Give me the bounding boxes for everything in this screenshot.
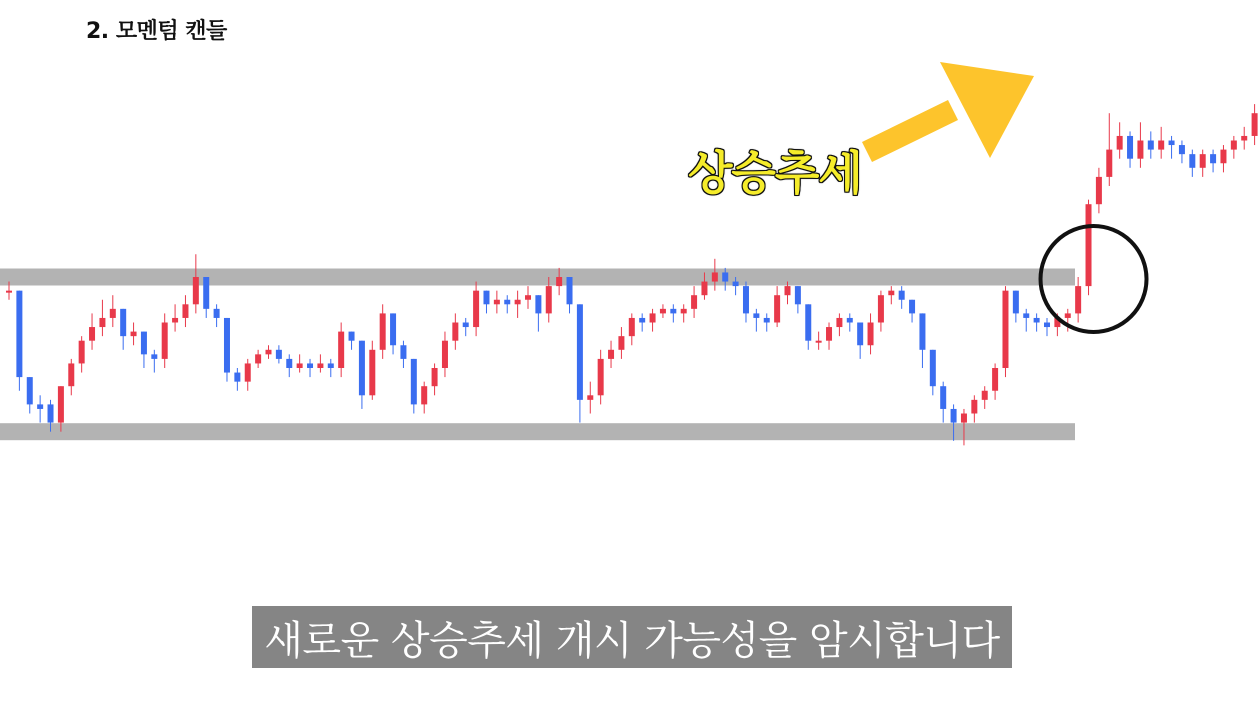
candle-body — [151, 354, 157, 359]
candle-body — [567, 277, 573, 304]
candle-body — [390, 313, 396, 345]
candle — [151, 350, 157, 373]
candle-body — [1169, 141, 1175, 146]
candle-body — [494, 300, 500, 305]
candle — [629, 313, 635, 345]
candle-body — [328, 363, 334, 368]
candle-body — [1065, 313, 1071, 318]
candle-body — [909, 300, 915, 314]
candle-body — [1044, 323, 1050, 328]
candle-body — [650, 313, 656, 322]
candle-body — [971, 400, 977, 414]
candle — [1189, 150, 1195, 177]
candle — [1169, 136, 1175, 159]
candle — [1158, 127, 1164, 159]
candle — [868, 313, 874, 354]
candle — [255, 350, 261, 368]
candle-body — [753, 313, 759, 318]
candle — [214, 304, 220, 327]
candle — [670, 304, 676, 322]
candle-body — [338, 332, 344, 368]
candle — [68, 359, 74, 395]
candle-body — [888, 291, 894, 296]
candle-body — [483, 291, 489, 305]
candle — [1096, 168, 1102, 214]
candle-body — [400, 345, 406, 359]
candle-body — [359, 341, 365, 396]
candle — [826, 323, 832, 350]
candle — [1117, 122, 1123, 158]
candle — [16, 291, 22, 391]
candle — [276, 345, 282, 363]
candle — [463, 318, 469, 336]
candle — [525, 286, 531, 309]
candle-body — [110, 309, 116, 318]
candle — [110, 295, 116, 327]
candle-body — [1189, 154, 1195, 168]
candle-body — [556, 277, 562, 286]
candle-body — [951, 409, 957, 423]
candle — [743, 282, 749, 323]
candle — [992, 363, 998, 399]
candle — [847, 313, 853, 331]
candle-body — [816, 341, 822, 343]
candle-body — [286, 359, 292, 368]
candle-body — [785, 286, 791, 295]
candle — [473, 282, 479, 337]
candle-body — [504, 300, 510, 305]
candle — [888, 286, 894, 304]
candle — [504, 295, 510, 313]
candle-body — [182, 304, 188, 318]
candle — [234, 368, 240, 391]
candle-body — [1158, 141, 1164, 150]
candle — [390, 313, 396, 354]
candle — [1127, 131, 1133, 167]
candle-body — [1034, 318, 1040, 323]
candle-body — [349, 332, 355, 341]
candle — [1210, 150, 1216, 173]
subtitle-text: 새로운 상승추세 개시 가능성을 암시합니다 — [264, 617, 1000, 664]
candle — [37, 395, 43, 422]
candle — [369, 341, 375, 400]
candle-body — [141, 332, 147, 355]
candle-body — [99, 318, 105, 327]
candle — [1086, 200, 1092, 296]
candle-body — [1127, 136, 1133, 159]
candle-body — [618, 336, 624, 350]
candle — [452, 313, 458, 349]
candle-body — [68, 363, 74, 386]
candle-body — [733, 282, 739, 287]
candle — [1220, 145, 1226, 172]
candle-body — [214, 309, 220, 318]
candle — [712, 259, 718, 291]
candle-body — [608, 350, 614, 359]
candle-body — [203, 277, 209, 309]
candle-body — [307, 363, 313, 368]
candle-body — [660, 309, 666, 314]
candle-body — [836, 318, 842, 327]
candle — [141, 332, 147, 368]
candle-body — [245, 363, 251, 381]
candle — [328, 359, 334, 377]
candle — [618, 327, 624, 359]
candle-body — [525, 295, 531, 300]
candle-body — [868, 323, 874, 346]
candle-body — [629, 318, 635, 336]
candle-body — [1086, 204, 1092, 286]
candle — [99, 300, 105, 336]
candle-body — [473, 291, 479, 327]
candle-body — [1137, 141, 1143, 159]
candle-body — [857, 323, 863, 346]
candle-body — [255, 354, 261, 363]
candle-body — [1002, 291, 1008, 368]
candle — [494, 291, 500, 314]
candle — [286, 354, 292, 377]
candle-body — [546, 286, 552, 313]
candle — [816, 332, 822, 350]
candle-body — [463, 323, 469, 328]
candle-body — [1241, 136, 1247, 141]
candle — [432, 363, 438, 395]
candle-body — [1096, 177, 1102, 204]
trend-label: 상승추세 — [688, 146, 862, 200]
candle-body — [276, 350, 282, 359]
candle — [131, 323, 137, 346]
candle-body — [48, 404, 54, 422]
candle-body — [743, 286, 749, 313]
candle — [338, 323, 344, 378]
candle — [1200, 150, 1206, 177]
candle-body — [452, 323, 458, 341]
candle — [650, 309, 656, 332]
candle — [899, 286, 905, 309]
candle-body — [37, 404, 43, 409]
candle-body — [847, 318, 853, 323]
candle — [567, 277, 573, 313]
candle-body — [1148, 141, 1154, 150]
candle-body — [421, 386, 427, 404]
candle-body — [266, 350, 272, 355]
candle — [317, 354, 323, 372]
candle-body — [1023, 313, 1029, 318]
candle-body — [919, 313, 925, 349]
candle — [1148, 131, 1154, 158]
candle — [1044, 318, 1050, 336]
candle-body — [1106, 150, 1112, 177]
candle-body — [224, 318, 230, 373]
candle-body — [1117, 136, 1123, 150]
candle — [483, 291, 489, 314]
support-band — [0, 423, 1075, 440]
candle-body — [598, 359, 604, 395]
candle-body — [1075, 286, 1081, 313]
candle-body — [774, 295, 780, 322]
candle — [182, 295, 188, 327]
candle-body — [515, 300, 521, 305]
candle-body — [16, 291, 22, 377]
trend-arrow — [862, 62, 1034, 162]
candle-body — [27, 377, 33, 404]
candle-body — [992, 368, 998, 391]
section-title: 2. 모멘텀 캔들 — [86, 19, 227, 44]
candle-body — [172, 318, 178, 323]
candle-body — [691, 295, 697, 309]
candle-body — [411, 359, 417, 405]
candle — [79, 336, 85, 372]
candle-body — [961, 414, 967, 423]
candle-body — [899, 291, 905, 300]
candle-body — [1231, 141, 1237, 150]
candle — [266, 345, 272, 359]
candle — [753, 309, 759, 332]
candle — [1252, 104, 1258, 145]
candle — [1075, 277, 1081, 323]
candle — [1241, 127, 1247, 150]
candle-body — [577, 304, 583, 400]
candle-body — [701, 282, 707, 296]
candle — [411, 359, 417, 414]
candle — [1179, 141, 1185, 164]
candle-body — [535, 295, 541, 313]
candle — [1034, 313, 1040, 331]
candle — [608, 341, 614, 368]
candle-body — [795, 286, 801, 304]
candle-body — [1200, 154, 1206, 168]
arrow-shaft — [862, 100, 958, 162]
candle — [930, 350, 936, 396]
candle — [1023, 309, 1029, 332]
candle — [1231, 136, 1237, 159]
candle-body — [1252, 113, 1258, 136]
candle — [587, 382, 593, 414]
candle — [421, 382, 427, 414]
candle-body — [317, 363, 323, 368]
candle — [909, 300, 915, 323]
candle-body — [878, 295, 884, 322]
candle-body — [162, 323, 168, 359]
candle-body — [982, 391, 988, 400]
candle-body — [670, 309, 676, 314]
candle — [245, 359, 251, 391]
candle — [857, 323, 863, 359]
candle-body — [297, 363, 303, 368]
candle-body — [722, 272, 728, 281]
candle — [681, 304, 687, 322]
candle-body — [442, 341, 448, 368]
candle — [940, 382, 946, 423]
candle — [971, 395, 977, 422]
candle — [598, 350, 604, 405]
candle-body — [1210, 154, 1216, 163]
candle — [639, 313, 645, 331]
candle — [919, 313, 925, 368]
candle — [297, 354, 303, 372]
candle — [535, 295, 541, 331]
candle-body — [432, 368, 438, 386]
candle — [805, 304, 811, 350]
candle-body — [587, 395, 593, 400]
candle — [1002, 286, 1008, 377]
candle-body — [89, 327, 95, 341]
candle — [203, 277, 209, 318]
candle-body — [120, 309, 126, 336]
candle — [442, 332, 448, 378]
candle-body — [826, 327, 832, 341]
candle — [89, 313, 95, 349]
candle — [120, 309, 126, 350]
candle — [795, 286, 801, 313]
candle — [660, 304, 666, 318]
candle-body — [58, 386, 64, 422]
candle — [359, 341, 365, 409]
candle — [162, 313, 168, 368]
candle — [1106, 113, 1112, 186]
candle-body — [380, 313, 386, 349]
candle — [878, 291, 884, 332]
candle-body — [79, 341, 85, 364]
candle — [380, 304, 386, 359]
candle-body — [1013, 291, 1019, 314]
candle-body — [193, 277, 199, 304]
candle-body — [131, 332, 137, 337]
candle-body — [712, 272, 718, 281]
candle-body — [940, 386, 946, 409]
candle-body — [639, 318, 645, 323]
candle — [224, 318, 230, 382]
candle-body — [6, 291, 12, 293]
candle — [764, 313, 770, 331]
resistance-band — [0, 269, 1075, 286]
candle-body — [764, 318, 770, 323]
candle — [307, 359, 313, 377]
candle — [172, 304, 178, 331]
candle — [400, 341, 406, 368]
candle-body — [681, 309, 687, 314]
candle — [982, 386, 988, 409]
candle — [836, 313, 842, 336]
candle — [27, 377, 33, 413]
candles — [6, 0, 1260, 445]
candle — [1137, 122, 1143, 168]
candle-body — [369, 350, 375, 396]
candle — [774, 286, 780, 327]
price-bands — [0, 269, 1075, 441]
candle — [515, 291, 521, 318]
candle-body — [1220, 150, 1226, 164]
candle-body — [805, 304, 811, 340]
candle-body — [930, 350, 936, 386]
candle — [349, 332, 355, 350]
subtitle-box — [252, 606, 1012, 668]
candle-body — [234, 373, 240, 382]
candle — [193, 254, 199, 313]
candle — [1013, 291, 1019, 323]
candle — [577, 304, 583, 422]
candle — [691, 286, 697, 318]
candle-body — [1179, 145, 1185, 154]
arrow-head — [940, 62, 1034, 158]
